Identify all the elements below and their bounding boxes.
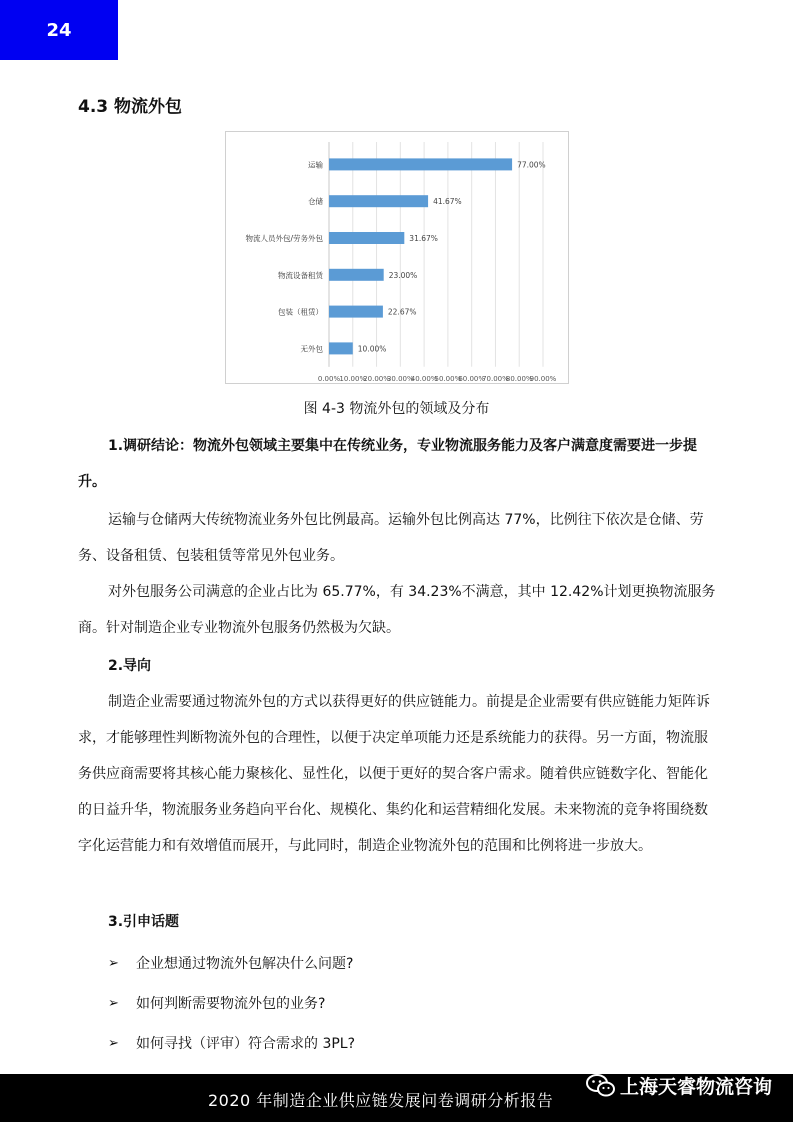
data-label: 10.00%: [357, 344, 387, 354]
footer-title: 2020 年制造企业供应链发展问卷调研分析报告: [208, 1091, 554, 1110]
x-tick-label: 80.00%: [505, 374, 533, 383]
data-label: 41.67%: [433, 197, 462, 207]
wechat-icon: [586, 1073, 616, 1099]
section-title: 4.3 物流外包: [78, 97, 183, 117]
list-item: [108, 984, 355, 1024]
list-item: [108, 944, 355, 984]
conclusion-paragraph-1: 运输与仓储两大传统物流业务外包比例最高。运输外包比例高达 77%，比例往下依次是仓储、劳务、设备租赁、包装租赁等常见外包业务。: [78, 512, 704, 564]
page-number-badge: [0, 0, 118, 60]
bar: [329, 195, 428, 207]
bar-chart: [225, 131, 569, 384]
category-label: 包装（租赁）: [278, 307, 323, 317]
watermark-text: 上海天睿物流咨询: [620, 1076, 773, 1098]
bar: [329, 232, 404, 244]
topic-text: 企业想通过物流外包解决什么问题?: [136, 956, 354, 972]
bar-chart-svg: [226, 132, 568, 383]
x-tick-label: 70.00%: [482, 374, 509, 383]
topic-text: 如何寻找（评审）符合需求的 3PL?: [136, 1036, 356, 1052]
x-tick-label: 30.00%: [386, 374, 414, 383]
guidance-paragraph: 制造企业需要通过物流外包的方式以获得更好的供应链能力。前提是企业需要有供应链能力矩阵诉求，才能够理性判断物流外包的合理性，以便于决定单项能力还是系统能力的获得。另一方面，物流服务供应商需要将其核心能力聚核化、显性化，以便于更好的契合客户需求。随着供应链数字化、智能化的日益升华，物流服务业务趋向平台化、规模化、集约化和运营精细化发展。未来物流的竞争将围绕数字化运营能力和有效增值而展开，与此同时，制造企业物流外包的范围和比例将进一步放大。: [78, 694, 710, 854]
x-tick-label: 90.00%: [529, 374, 557, 383]
bar: [329, 306, 383, 318]
x-tick-label: 50.00%: [434, 374, 462, 383]
bar: [329, 269, 384, 281]
category-label: 运输: [308, 160, 323, 170]
data-label: 22.67%: [387, 307, 417, 317]
guidance-heading: 2.导向: [108, 658, 152, 674]
topics-heading: 3.引申话题: [108, 914, 180, 930]
x-tick-label: 0.00%: [317, 374, 341, 383]
conclusion-paragraph-2: 对外包服务公司满意的企业占比为 65.77%，有 34.23%不满意，其中 12.42%计划更换物流服务商。针对制造企业专业物流外包服务仍然极为欠缺。: [78, 584, 716, 636]
data-label: 31.67%: [409, 234, 438, 243]
x-tick-label: 40.00%: [410, 374, 438, 383]
topic-text: 如何判断需要物流外包的业务?: [136, 996, 326, 1012]
arrowhead-bullet-icon: ➢: [108, 956, 119, 971]
x-tick-label: 60.00%: [458, 374, 486, 383]
figure-caption: 图 4-3 物流外包的领域及分布: [303, 401, 490, 417]
data-label: 23.00%: [388, 270, 418, 280]
category-label: 物流人员外包/劳务外包: [245, 234, 323, 243]
list-item: [108, 1024, 355, 1064]
bar: [329, 158, 512, 170]
data-label: 77.00%: [517, 160, 546, 170]
wechat-watermark: [586, 1072, 772, 1099]
arrowhead-bullet-icon: ➢: [108, 1036, 119, 1051]
page-number: 24: [46, 19, 72, 41]
conclusion-heading: 1.调研结论：物流外包领域主要集中在传统业务，专业物流服务能力及客户满意度需要进一步提升。: [78, 438, 698, 490]
x-tick-label: 10.00%: [339, 374, 367, 383]
category-label: 仓储: [308, 197, 323, 207]
x-tick-label: 20.00%: [363, 374, 390, 383]
arrowhead-bullet-icon: ➢: [108, 996, 119, 1011]
category-label: 物流设备租赁: [278, 270, 323, 280]
category-label: 无外包: [300, 344, 323, 354]
topics-list: [108, 944, 355, 1064]
bar: [329, 342, 353, 354]
